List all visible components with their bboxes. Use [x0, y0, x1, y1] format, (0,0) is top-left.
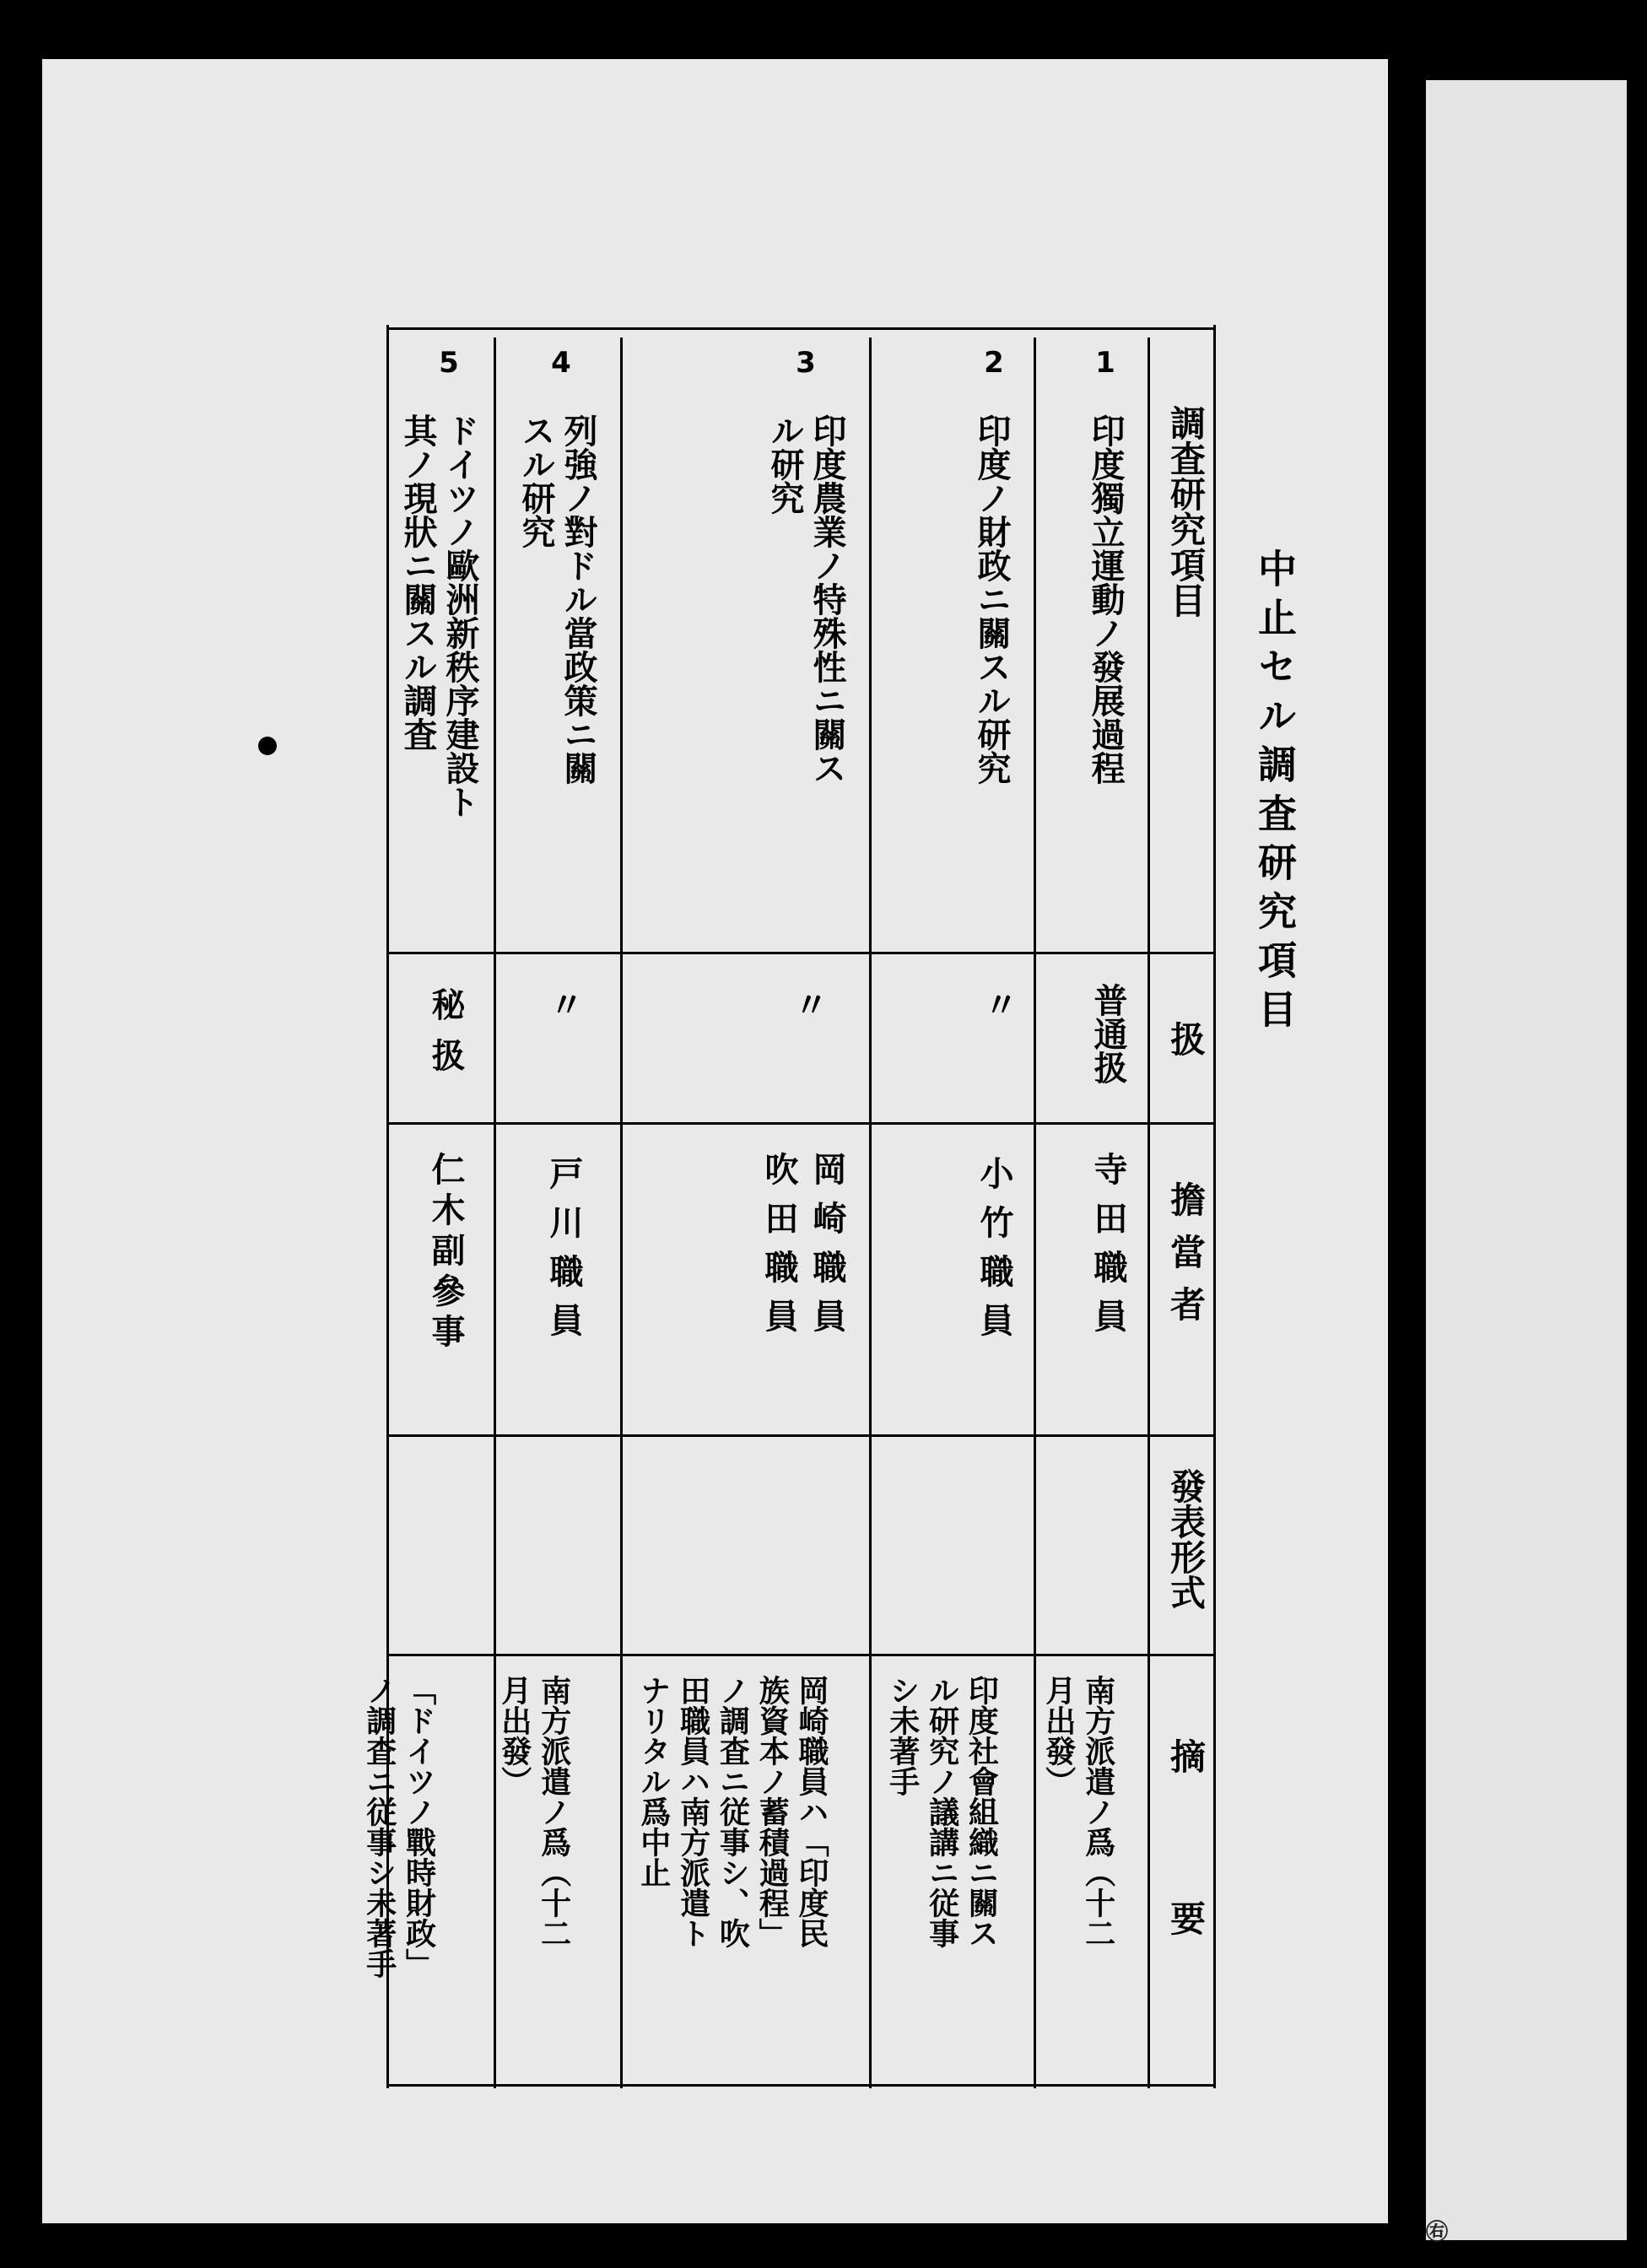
document-title: 中止セル調査研究項目	[1252, 548, 1298, 1038]
note-text: 南方派遣ノ爲（十二 月出發）	[1040, 1675, 1115, 1948]
item-text: ドイツノ歐洲新秩序建設ト 其ノ現狀ニ關スル調査	[398, 413, 479, 818]
column-divider	[386, 952, 1216, 954]
grade-text: 秘扱	[426, 987, 465, 1088]
person-text: 仁木副參事	[426, 1152, 465, 1354]
note-text: 岡崎職員ハ「印度民 族資本ノ蓄積過程」 ノ調査ニ従事シ、吹 田職員ハ南方派遣ト ナリタル爲中止	[635, 1675, 829, 1948]
binding-hole-mark	[258, 737, 277, 755]
row-divider	[1148, 338, 1150, 2088]
row-number: 2	[984, 346, 1004, 380]
person-text: 寺田職員	[1088, 1152, 1127, 1347]
header-grade: 扱	[1165, 1021, 1207, 1056]
page-fold-shadow	[1405, 80, 1420, 2240]
person-text: 岡崎職員 吹田職員	[759, 1152, 846, 1347]
grade-text: 〃	[544, 987, 583, 1021]
table-border-top	[386, 327, 1216, 330]
person-text: 小竹職員	[975, 1156, 1013, 1352]
row-divider	[1034, 338, 1036, 2088]
item-text: 印度農業ノ特殊性ニ關ス ル研究	[765, 413, 846, 785]
row-divider	[620, 338, 623, 2088]
note-text: 印度社會組織ニ關ス ル研究ノ議講ニ従事 シ未著手	[884, 1675, 999, 1948]
note-text: 南方派遣ノ爲（十二 月出發）	[496, 1675, 571, 1948]
header-note: 摘要	[1165, 1738, 1207, 2062]
person-text: 戸川職員	[544, 1156, 583, 1352]
column-divider	[386, 1434, 1216, 1437]
row-number: 4	[551, 346, 571, 380]
table-border-bottom	[386, 2084, 1216, 2087]
row-number: 3	[796, 346, 816, 380]
row-number: 1	[1095, 346, 1115, 380]
header-person: 擔當者	[1165, 1181, 1207, 1338]
grade-text: 普通扱	[1088, 983, 1127, 1084]
item-text: 印度ノ財政ニ關スル研究	[972, 413, 1011, 785]
item-text: 列強ノ對ドル當政策ニ關 スル研究	[516, 413, 597, 785]
header-format: 發表形式	[1165, 1468, 1207, 1610]
row-divider	[869, 338, 872, 2088]
row-number: 5	[439, 346, 459, 380]
grade-text: 〃	[979, 987, 1018, 1021]
grade-text: 〃	[789, 987, 828, 1021]
table-border-right	[1213, 325, 1216, 2088]
adjacent-page-edge	[1426, 80, 1627, 2240]
note-text: 「ドイツノ戰時財政」 ノ調査ニ従事シ未著手	[361, 1675, 436, 1979]
column-divider	[386, 1654, 1216, 1656]
item-text: 印度獨立運動ノ發展過程	[1086, 413, 1125, 785]
header-item: 調査研究項目	[1165, 405, 1207, 618]
column-divider	[386, 1122, 1216, 1125]
page-mark: ㊨	[1426, 2220, 1449, 2245]
